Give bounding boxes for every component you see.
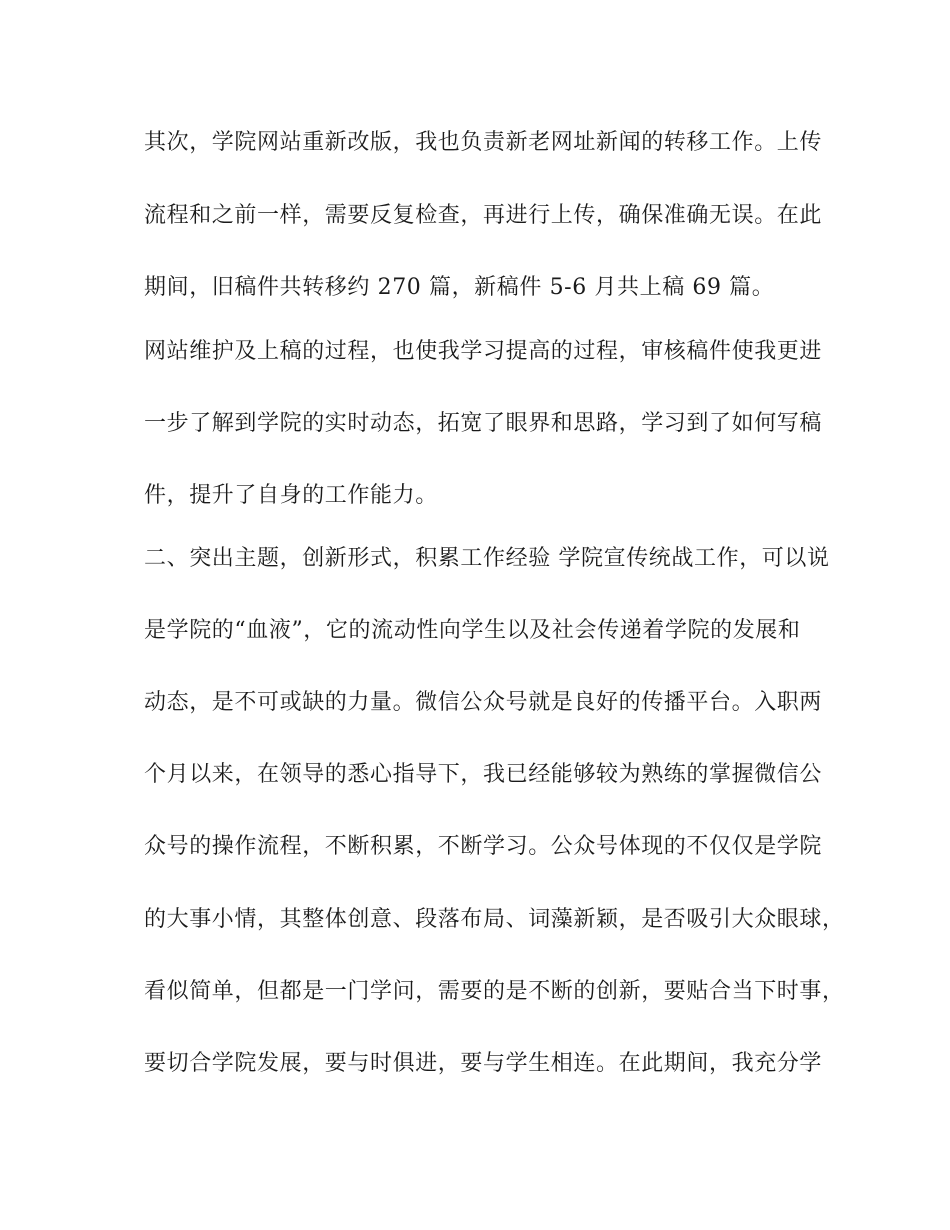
text-line: 动态，是不可或缺的力量。微信公众号就是良好的传播平台。入职两 [144, 690, 823, 715]
text-line: 件，提升了自身的工作能力。 [144, 483, 438, 508]
text-line: 一步了解到学院的实时动态，拓宽了眼界和思路，学习到了如何写稿 [144, 411, 823, 436]
text-line: 二、突出主题，创新形式，积累工作经验 学院宣传统战工作，可以说 [144, 546, 830, 571]
text-line: 流程和之前一样，需要反复检查，再进行上传，确保准确无误。在此 [144, 203, 823, 228]
text-line: 众号的操作流程，不断积累，不断学习。公众号体现的不仅仅是学院 [144, 834, 823, 859]
text-line: 个月以来，在领导的悉心指导下，我已经能够较为熟练的掌握微信公 [144, 762, 823, 787]
text-line: 要切合学院发展，要与时俱进，要与学生相连。在此期间，我充分学 [144, 1051, 823, 1076]
text-line: 网站维护及上稿的过程，也使我学习提高的过程，审核稿件使我更进 [144, 339, 823, 364]
text-line: 其次，学院网站重新改版，我也负责新老网址新闻的转移工作。上传 [144, 130, 823, 155]
text-line: 的大事小情，其整体创意、段落布局、词藻新颖，是否吸引大众眼球， [144, 907, 845, 932]
text-line: 看似简单，但都是一门学问，需要的是不断的创新，要贴合当下时事， [144, 979, 845, 1004]
text-line: 期间，旧稿件共转移约 270 篇，新稿件 5-6 月共上稿 69 篇。 [144, 275, 775, 300]
text-line: 是学院的“血液”，它的流动性向学生以及社会传递着学院的发展和 [144, 618, 801, 643]
